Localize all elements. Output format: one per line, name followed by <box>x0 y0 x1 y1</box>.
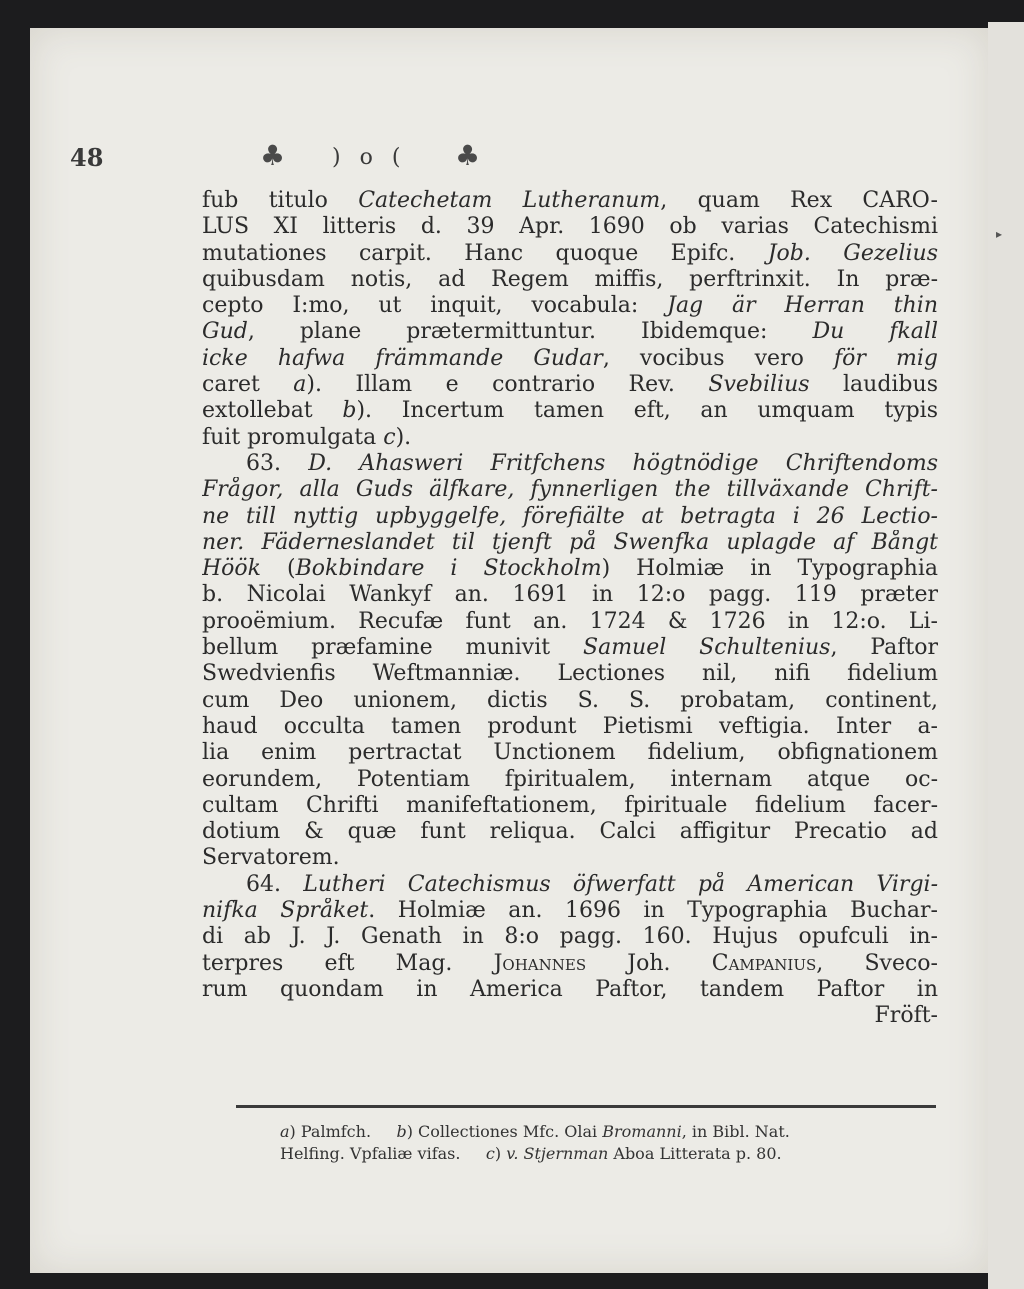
main-text <box>202 188 938 1030</box>
text-line: cultam Chrifti manifeftationem, fpirituale fidelium facer- <box>202 792 938 818</box>
text-line: icke hafwa främmande Gudar, vocibus vero för mig <box>202 345 938 371</box>
fleuron-left-icon: ♣ <box>260 139 286 172</box>
text-line: cum Deo unionem, dictis S. S. probatam, continent, <box>202 687 938 713</box>
text-line: eorundem, Potentiam fpiritualem, internam atque oc- <box>202 766 938 792</box>
text-line: fub titulo Catechetam Lutheranum, quam Rex CARO- <box>202 188 938 213</box>
text-line: caret a). Illam e contrario Rev. Svebilius laudibus <box>202 372 938 398</box>
text-line: haud occulta tamen produnt Pietismi veftigia. Inter a- <box>202 713 938 739</box>
text-line: quibusdam notis, ad Regem miffis, perftrinxit. In præ- <box>202 266 938 292</box>
text-line: fuit promulgata c). <box>202 424 412 450</box>
page-number: 48 <box>70 143 104 172</box>
adjacent-page-edge <box>988 22 1024 1289</box>
text-line: terpres eft Mag. Johannes Joh. Campanius, Sveco- <box>202 950 938 976</box>
text-line: cepto I:mo, ut inquit, vocabula: Jag är Herran thin <box>202 293 938 319</box>
footnotes <box>280 1121 940 1165</box>
header-paren-ornament: ) o ( <box>332 145 407 170</box>
text-line: ner. Fäderneslandet til tjenft på Swenfka uplagde af Bångt <box>202 529 938 555</box>
running-header <box>70 139 948 179</box>
text-line: LUS XI litteris d. 39 Apr. 1690 ob varias Catechismi <box>202 214 938 240</box>
fleuron-right-icon: ♣ <box>455 139 481 172</box>
footnote-rule <box>236 1105 936 1108</box>
text-line: 63. D. Ahasweri Fritfchens högtnödige Chriftendoms <box>246 450 938 476</box>
text-line: rum quondam in America Paftor, tandem Paftor in <box>202 976 938 1002</box>
footnote-line: Helfing. Vpfaliæ vifas. c) v. Stjernman Aboa Litterata p. 80. <box>280 1144 782 1163</box>
text-line: Frågor, alla Guds älfkare, fynnerligen the tillväxande Chrift- <box>202 477 938 503</box>
text-line: nifka Språket. Holmiæ an. 1696 in Typographia Buchar- <box>202 898 938 924</box>
margin-mark-icon: ▸ <box>996 227 1003 241</box>
text-line: Gud, plane prætermittuntur. Ibidemque: Du fkall <box>202 319 938 345</box>
text-line: Höök (Bokbindare i Stockholm) Holmiæ in Typographia <box>202 556 938 582</box>
text-line: ne till nyttig upbyggelfe, förefiälte at betragta i 26 Lectio- <box>202 503 938 529</box>
book-page <box>30 28 988 1273</box>
text-line: mutationes carpit. Hanc quoque Epifc. Job. Gezelius <box>202 240 938 266</box>
footnote-line: a) Palmfch. b) Collectiones Mfc. Olai Bromanni, in Bibl. Nat. <box>280 1122 790 1141</box>
text-line: 64. Lutheri Catechismus öfwerfatt på American Virgi- <box>246 871 938 897</box>
text-line: Swedvienfis Weftmanniæ. Lectiones nil, nifi fidelium <box>202 661 938 687</box>
text-line: Fröft- <box>874 1003 938 1029</box>
text-line: Servatorem. <box>202 845 340 871</box>
text-line: lia enim pertractat Unctionem fidelium, obfignationem <box>202 740 938 766</box>
text-line: dotium & quæ funt reliqua. Calci affigitur Precatio ad <box>202 819 938 845</box>
text-line: prooëmium. Recufæ funt an. 1724 & 1726 in 12:o. Li- <box>202 608 938 634</box>
text-line: bellum præfamine munivit Samuel Schultenius, Paftor <box>202 635 938 661</box>
text-line: di ab J. J. Genath in 8:o pagg. 160. Hujus opufculi in- <box>202 924 938 950</box>
text-line: b. Nicolai Wankyf an. 1691 in 12:o pagg. 119 præter <box>202 582 938 608</box>
text-line: extollebat b). Incertum tamen eft, an umquam typis <box>202 398 938 424</box>
